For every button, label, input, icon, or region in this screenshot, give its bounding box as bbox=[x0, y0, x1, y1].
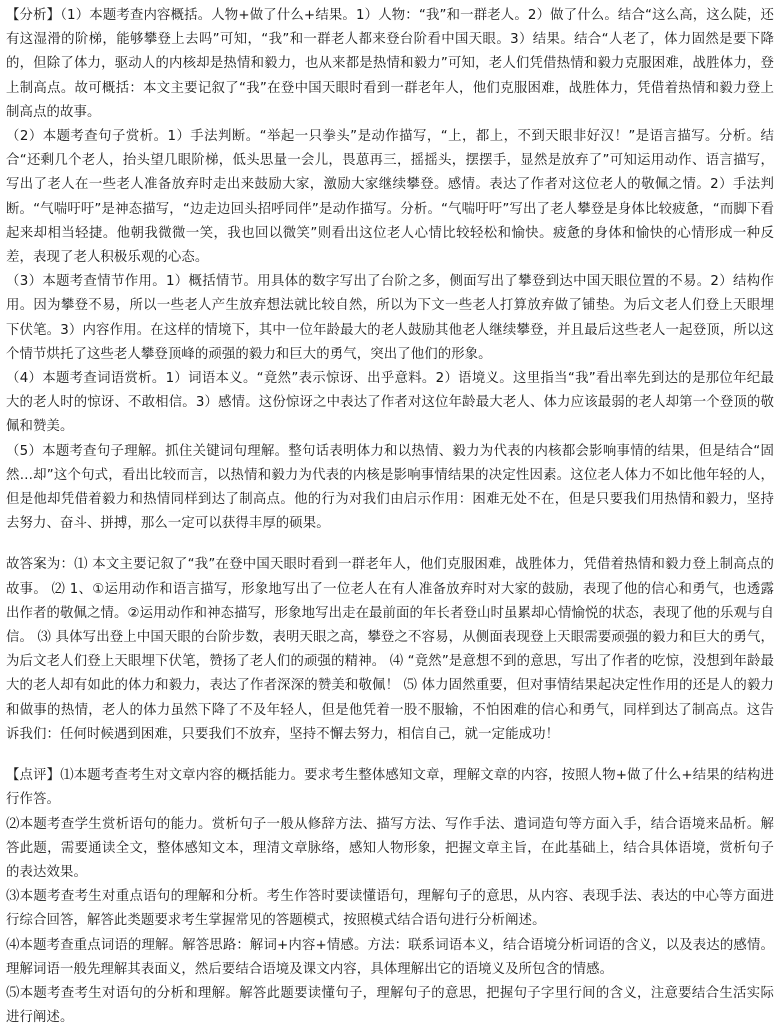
analysis-summary: 【分析】（1）本题考查内容概括。人物+做了什么+结果。1）人物：“我”和一群老人。2）做了什么。结合“这么高，这么陡，还有这湿滑的阶梯，能够攀登上去吗”可知，“我”和一群老人都来登台阶看中国天眼。3）结果。结合“人老了，体力固然是要下降的，但除了体力，驱动人的内核却是热情和毅力，也从来都是热情和毅力”可知，老人们凭借热情和毅力克服困难，战胜体力，登上制高点。故可概括：本文主要记叙了“我”在登中国天眼时看到一群老年人，他们克服困难，战胜体力，凭借着热情和毅力登上制高点的故事。 bbox=[6, 8, 774, 120]
answer-section: 故答案为：⑴ 本文主要记叙了“我”在登中国天眼时看到一群老年人，他们克服困难，战胜体力，凭借着热情和毅力登上制高点的故事。 ⑵ 1、①运用动作和语言描写，形象地写出了一位老人在有人准备放弃时对大家的鼓励，表现了他的信心和勇气，也透露出作者的敬佩之情。②运用动作和神态描写，形象地写出走在最前面的年长者登山时虽累却心情愉悦的状态，表现了他的乐观与自信。 ⑶ 具体写出登上中国天眼的台阶步数，表明天眼之高，攀登之不容易，从侧面表现登上天眼需要顽强的毅力和巨大的勇气，为后文老人们登上天眼埋下伏笔，赞扬了老人们的顽强的精神。 ⑷ “竟然”是意想不到的意思，写出了作者的吃惊，没想到年龄最大的老人却有如此的体力和毅力，表达了作者深深的赞美和敬佩！ ⑸ 体力固然重要，但对事情结果起决定性作用的还是人的毅力和做事的热情，老人的体力虽然下降了不及年轻人，但是他凭着一股不服输，不怕困难的信心和勇气，同样到达了制高点。这告诉我们：任何时候遇到困难，只要我们不放弃，坚持不懈去努力，相信自己，就一定能成功！ bbox=[6, 557, 774, 742]
analysis-sentence-understanding: （5）本题考查句子理解。抓住关键词句理解。整句话表明体力和以热情、毅力为代表的内核都会影响事情的结果，但是结合“固然…却”这个句式，看出比较而言，以热情和毅力为代表的内核是影响事情结果的决定性因素。这位老人体力不如比他年轻的人，但是他却凭借着毅力和热情同样到达了制高点。他的行为对我们由启示作用：困难无处不在，但是只要我们用热情和毅力，坚持去努力、奋斗、拼搏，那么一定可以获得丰厚的硕果。 bbox=[6, 443, 774, 532]
comment-3: ⑶本题考查考生对重点语句的理解和分析。考生作答时要读懂语句，理解句子的意思，从内容、表现手法、表达的中心等方面进行综合回答，解答此类题要求考生掌握常见的答题模式，按照模式结合语句进行分析阐述。 bbox=[6, 889, 774, 929]
analysis-word-appreciation: （4）本题考查词语赏析。1）词语本义。“竟然”表示惊讶、出乎意料。2）语境义。这里指当“我”看出率先到达的是那位年纪最大的老人时的惊讶、不敢相信。3）感情。这份惊讶之中表达了作者对这位年龄最大老人、体力应该最弱的老人却第一个登顶的敬佩和赞美。 bbox=[6, 371, 774, 435]
comment-1: 【点评】⑴本题考查考生对文章内容的概括能力。要求考生整体感知文章，理解文章的内容，按照人物+做了什么+结果的结构进行作答。 bbox=[6, 768, 774, 808]
comment-2: ⑵本题考查学生赏析语句的能力。赏析句子一般从修辞方法、描写方法、写作手法、遣词造句等方面入手，结合语境来品析。解答此题，需要通读全文，整体感知文本，理清文章脉络，感知人物形象，把握文章主旨，在此基础上，结合具体语境，赏析句子的表达效果。 bbox=[6, 816, 774, 880]
section-gap bbox=[6, 747, 774, 764]
comment-5: ⑸本题考查考生对语句的分析和理解。解答此题要读懂句子，理解句子的意思，把握句子字里行间的含义，注意要结合生活实际进行阐述。 bbox=[6, 985, 774, 1026]
analysis-plot-function: （3）本题考查情节作用。1）概括情节。用具体的数字写出了台阶之多，侧面写出了攀登到达中国天眼位置的不易。2）结构作用。因为攀登不易，所以一些老人产生放弃想法就比较自然，所以为下文一些老人打算放弃做了铺垫。为后文老人们登上天眼埋下伏笔。3）内容作用。在这样的情境下，其中一位年龄最大的老人鼓励其他老人继续攀登，并且最后这些老人一起登顶，所以这个情节烘托了这些老人攀登顶峰的顽强的毅力和巨大的勇气，突出了他们的形象。 bbox=[6, 274, 774, 362]
section-gap bbox=[6, 536, 774, 553]
analysis-sentence-appreciation: （2）本题考查句子赏析。1）手法判断。“举起一只拳头”是动作描写，“上，都上，不到天眼非好汉！”是语言描写。分析。结合“还剩几个老人，抬头望几眼阶梯，低头思量一会儿，畏葸再三，摇摇头，摆摆手，显然是放弃了”可知运用动作、语言描写，写出了老人在一些老人准备放弃时走出来鼓励大家，激励大家继续攀登。感情。表达了作者对这位老人的敬佩之情。2）手法判断。“气喘吁吁”是神态描写，“边走边回头招呼同伴”是动作描写。分析。“气喘吁吁”写出了老人攀登是身体比较疲惫，“而脚下看起来却相当轻捷。他朝我微微一笑，我也回以微笑”则看出这位老人心情比较轻松和愉快。疲惫的身体和愉快的心情形成一种反差，表现了老人积极乐观的心态。 bbox=[6, 129, 774, 266]
comment-4: ⑷本题考查重点词语的理解。解答思路：解词+内容+情感。方法：联系词语本义，结合语境分析词语的含义，以及表达的感情。理解词语一般先理解其表面义，然后要结合语境及课文内容，具体理解出它的语境义及所包含的情感。 bbox=[6, 937, 774, 977]
